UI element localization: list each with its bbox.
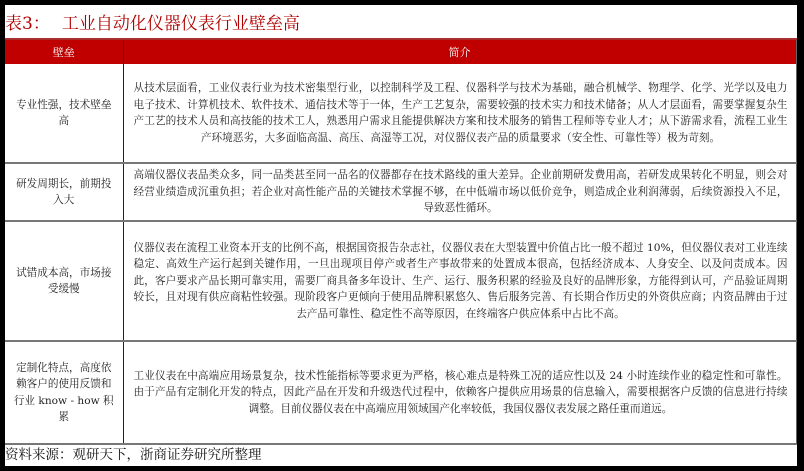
header-barrier: 壁垒 xyxy=(5,39,123,64)
description-cell xyxy=(123,163,796,221)
description-text: 从技术层面看，工业仪表行业为技术密集型行业，以控制科学及工程、仪器科学与技术为基础，融合机械学、物理学、化学、光学以及电力电子技术、计算机技术、软件技术、通信技术等于一体，生产工艺复杂，需要较强的技术实力和技术储备；从人才层面看，需要掌握复杂生产工艺的技术人员和高技能的技术工人，熟悉用户需求且能提供解决方案和技术服务的销售工程师等专业人才；从下游需求看，流程工业生产环境恶劣，大多面临高温、高压、高湿等工况，对仪器仪表产品的质量要求（安全性、可靠性等）极为苛刻。 xyxy=(133,82,788,144)
table-header-row xyxy=(5,39,796,64)
table-row xyxy=(5,341,796,444)
table-number: 表3： xyxy=(5,14,50,34)
source-note: 资料来源：观研天下，浙商证券研究所整理 xyxy=(5,447,262,463)
barriers-table xyxy=(5,38,797,445)
header-description: 简介 xyxy=(123,39,796,64)
table-caption xyxy=(5,11,300,37)
table-row xyxy=(5,221,796,341)
description-text: 工业仪表在中高端应用场景复杂，技术性能指标等要求更为严格，核心难点是特殊工况的适应性以及 24 小时连续作业的稳定性和可靠性。由于产品有定制化开发的特点，因此产品在开发和升级迭代过程中，依赖客户提供应用场景的信息输入，需要根据客户反馈的信息进行持续调整。目前仪器仪表在中高端应用领域国产化率较低，我国仪器仪表发展之路任重而道远。 xyxy=(133,369,788,415)
description-cell xyxy=(123,341,796,444)
description-text: 高端仪器仪表品类众多，同一品类甚至同一品名的仪器都存在技术路线的重大差异。企业前期研发费用高，若研发成果转化不明显，则会对经营业绩造成沉重负担；若企业对高性能产品的关键技术掌握不够，在中低端市场以低价竞争，则造成企业利润薄弱，后续资源投入不足，导致恶性循环。 xyxy=(133,169,788,215)
barrier-cell: 试错成本高，市场接受缓慢 xyxy=(5,221,123,341)
description-cell xyxy=(123,221,796,341)
table-row xyxy=(5,163,796,221)
description-text: 仪器仪表在流程工业资本开支的比例不高，根据国资报告杂志社，仪器仪表在大型装置中价值占比一般不超过 10%，但仪器仪表对工业连续稳定、高效生产运行起到关键作用，一旦出现项目停产或者生产事故带来的处置成本很高，包括经济成本、人身安全、以及问责成本。因此，客户要求产品长期可靠实用，需要厂商具备多年设计、生产、运行、服务积累的经验及良好的品牌形象，方能得到认可，产品验证周期较长，且对现有供应商粘性较强。现阶段客户更倾向于使用品牌积累悠久、售后服务完善、有长期合作历史的外资供应商；内资品牌由于过去产品可靠性、稳定性不高等原因，在终端客户供应体系中占比不高。 xyxy=(133,241,788,320)
barrier-cell: 研发周期长，前期投入大 xyxy=(5,163,123,221)
table-row xyxy=(5,64,796,163)
document-page xyxy=(5,5,797,466)
description-cell xyxy=(123,64,796,163)
barrier-cell: 定制化特点，高度依赖客户的使用反馈和行业 know - how 积累 xyxy=(5,341,123,444)
barrier-cell: 专业性强，技术壁垒高 xyxy=(5,64,123,163)
table-title: 工业自动化仪器仪表行业壁垒高 xyxy=(61,14,300,34)
